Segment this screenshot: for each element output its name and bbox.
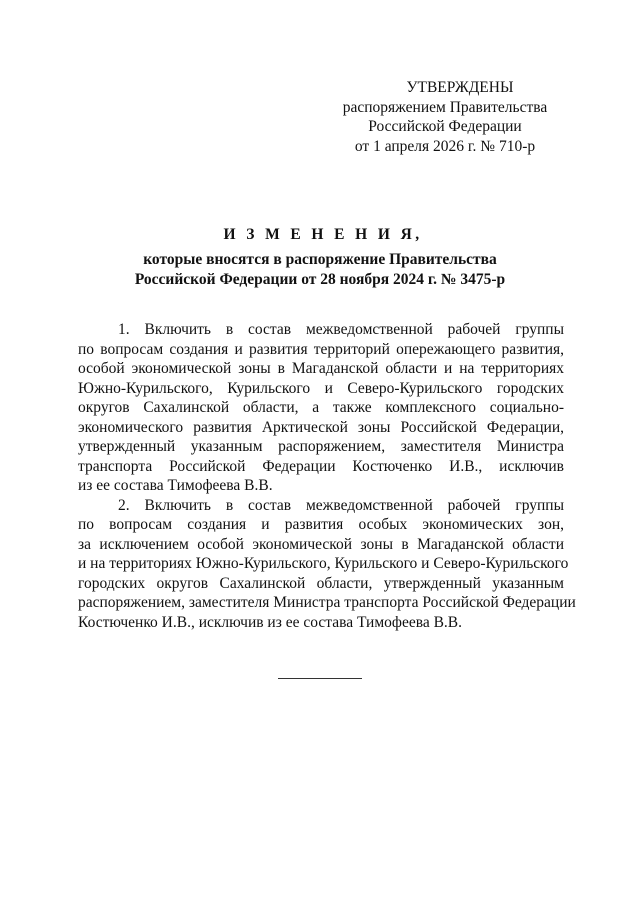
subtitle-line: которые вносятся в распоряжение Правительства	[143, 251, 497, 268]
paragraph-line: округов Сахалинской области, а также комплексного социально-	[78, 399, 564, 416]
document-subtitle	[0, 250, 640, 289]
approval-date-line: от 1 апреля 2026 г. № 710-р	[354, 137, 536, 155]
paragraph-item-1	[78, 320, 564, 496]
paragraph-line: из ее состава Тимофеева В.В.	[78, 477, 273, 494]
paragraph-line: 1. Включить в состав межведомственной рабочей группы	[118, 321, 564, 338]
closing-divider	[278, 678, 362, 679]
approval-line: Российской Федерации	[368, 118, 522, 135]
paragraph-item-2	[78, 496, 576, 633]
paragraph-line: экономического развития Арктической зоны Российской Федерации,	[78, 418, 564, 436]
paragraph-line: по вопросам создания и развития особых экономических зон,	[78, 516, 564, 533]
subtitle-line: Российской Федерации от 28 ноября 2024 г. № 3475-р	[134, 270, 506, 288]
approval-line: распоряжением Правительства	[342, 98, 548, 116]
paragraph-line: утвержденный указанным распоряжением, заместителя Министра	[78, 438, 564, 455]
approval-head: УТВЕРЖДЕНЫ	[406, 79, 514, 96]
document-title: И З М Е Н Е Н И Я,	[223, 226, 423, 243]
paragraph-line: 2. Включить в состав межведомственной рабочей группы	[118, 496, 564, 514]
paragraph-line: транспорта Российской Федерации Костюченко И.В., исключив	[78, 457, 564, 475]
paragraph-line: по вопросам создания и развития территорий опережающего развития,	[78, 340, 564, 358]
paragraph-line: Южно-Курильского, Курильского и Северо-Курильского городских	[78, 379, 564, 397]
paragraph-line: особой экономической зоны в Магаданской области и на территориях	[78, 360, 564, 377]
approval-stamp	[330, 78, 560, 156]
paragraph-line: и на территориях Южно-Курильского, Курильского и Северо-Курильского	[78, 555, 569, 572]
paragraph-line: распоряжением, заместителя Министра транспорта Российской Федерации	[78, 594, 576, 611]
paragraph-line: Костюченко И.В., исключив из ее состава Тимофеева В.В.	[78, 613, 462, 631]
paragraph-line: городских округов Сахалинской области, утвержденный указанным	[78, 574, 564, 592]
paragraph-line: за исключением особой экономической зоны в Магаданской области	[78, 535, 564, 553]
document-body	[78, 320, 576, 632]
